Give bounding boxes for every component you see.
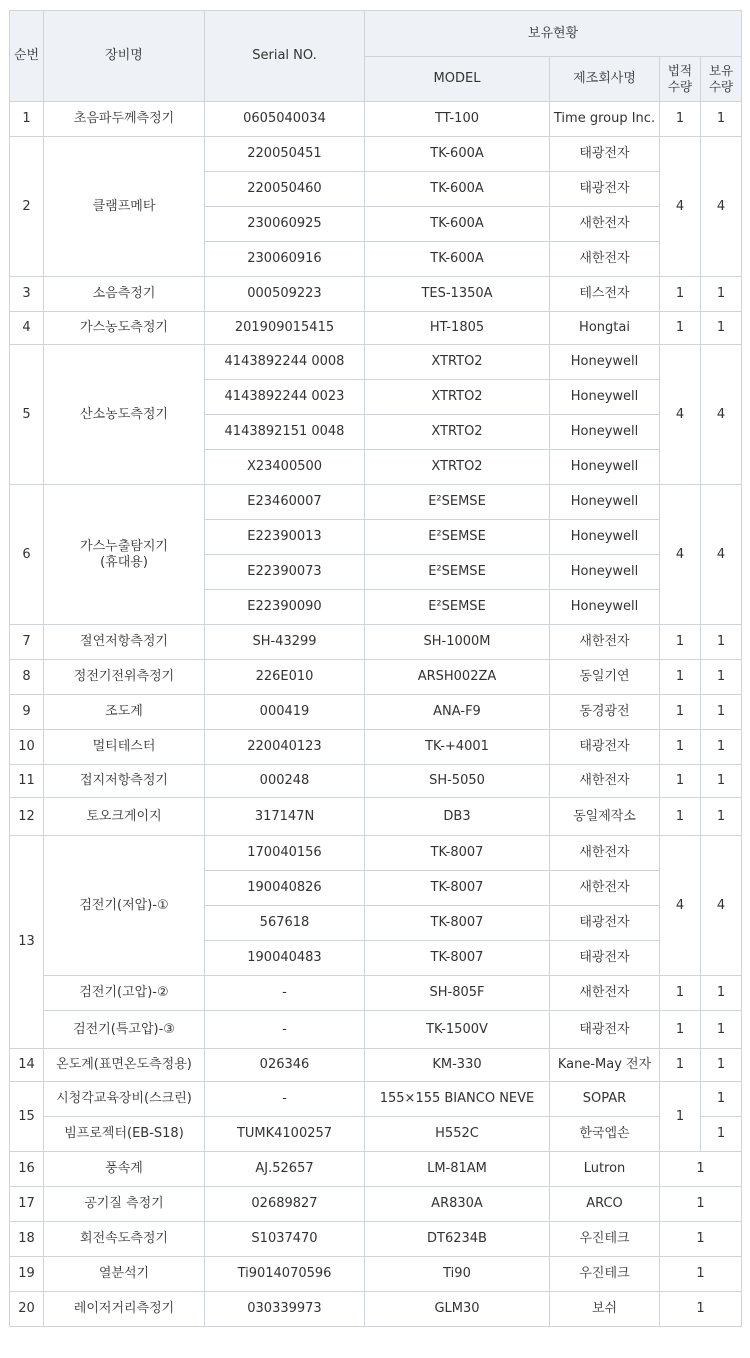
own-qty: 4	[701, 137, 742, 277]
model: E²SEMSE	[365, 485, 550, 520]
legal-qty: 1	[660, 625, 701, 660]
maker: ARCO	[550, 1187, 660, 1222]
table-row	[10, 1049, 742, 1082]
equipment-name: 시청각교육장비(스크린)	[44, 1082, 205, 1117]
own-qty: 1	[701, 1117, 742, 1152]
model: TES-1350A	[365, 277, 550, 312]
own-qty: 4	[701, 345, 742, 485]
legal-qty: 1	[660, 976, 701, 1011]
own-qty: 1	[701, 1011, 742, 1049]
table-row	[10, 312, 742, 345]
maker: 태광전자	[550, 906, 660, 941]
qty: 1	[660, 1292, 742, 1327]
qty: 1	[660, 1187, 742, 1222]
maker: Honeywell	[550, 590, 660, 625]
serial-no: 026346	[205, 1049, 365, 1082]
equipment-name: 열분석기	[44, 1257, 205, 1292]
model: TK-8007	[365, 906, 550, 941]
table-row	[10, 345, 742, 380]
row-no: 18	[10, 1222, 44, 1257]
model: TK-600A	[365, 137, 550, 172]
equipment-name: 산소농도측정기	[44, 345, 205, 485]
maker: SOPAR	[550, 1082, 660, 1117]
serial-no: 190040483	[205, 941, 365, 976]
row-no: 7	[10, 625, 44, 660]
own-qty: 1	[701, 1082, 742, 1117]
serial-no: E22390090	[205, 590, 365, 625]
maker: Lutron	[550, 1152, 660, 1187]
table-row	[10, 1152, 742, 1187]
table-row	[10, 695, 742, 730]
maker: 테스전자	[550, 277, 660, 312]
model: 155×155 BIANCO NEVE	[365, 1082, 550, 1117]
maker: 새한전자	[550, 207, 660, 242]
row-no: 10	[10, 730, 44, 765]
table-row	[10, 102, 742, 137]
row-no: 20	[10, 1292, 44, 1327]
maker: 새한전자	[550, 625, 660, 660]
row-no: 14	[10, 1049, 44, 1082]
own-qty: 1	[701, 660, 742, 695]
model: LM-81AM	[365, 1152, 550, 1187]
serial-no: 220050460	[205, 172, 365, 207]
row-no: 11	[10, 765, 44, 798]
serial-no: SH-43299	[205, 625, 365, 660]
row-no: 13	[10, 836, 44, 1049]
serial-no: 000419	[205, 695, 365, 730]
table-row	[10, 660, 742, 695]
serial-no: 02689827	[205, 1187, 365, 1222]
qty: 1	[660, 1257, 742, 1292]
maker: 우진테크	[550, 1222, 660, 1257]
equipment-name: 가스농도측정기	[44, 312, 205, 345]
model: KM-330	[365, 1049, 550, 1082]
table-row	[10, 1011, 742, 1049]
row-no: 19	[10, 1257, 44, 1292]
model: E²SEMSE	[365, 520, 550, 555]
table-row	[10, 765, 742, 798]
equipment-name: 토오크게이지	[44, 798, 205, 836]
equipment-name: 멀티테스터	[44, 730, 205, 765]
table-row	[10, 1187, 742, 1222]
maker: 태광전자	[550, 172, 660, 207]
equipment-name: 레이저거리측정기	[44, 1292, 205, 1327]
own-qty: 1	[701, 976, 742, 1011]
serial-no: AJ.52657	[205, 1152, 365, 1187]
table-row	[10, 485, 742, 520]
row-no: 15	[10, 1082, 44, 1152]
legal-qty: 4	[660, 485, 701, 625]
serial-no: 4143892244 0023	[205, 380, 365, 415]
serial-no: 000248	[205, 765, 365, 798]
maker: 태광전자	[550, 137, 660, 172]
model: ANA-F9	[365, 695, 550, 730]
equipment-name: 소음측정기	[44, 277, 205, 312]
legal-qty: 4	[660, 836, 701, 976]
model: E²SEMSE	[365, 590, 550, 625]
model: TK-1500V	[365, 1011, 550, 1049]
legal-qty: 1	[660, 730, 701, 765]
table-row	[10, 976, 742, 1011]
model: ARSH002ZA	[365, 660, 550, 695]
legal-qty: 1	[660, 102, 701, 137]
serial-no: 4143892244 0008	[205, 345, 365, 380]
equipment-name: 가스누출탐지기 (휴대용)	[44, 485, 205, 625]
equipment-name: 회전속도측정기	[44, 1222, 205, 1257]
legal-qty: 1	[660, 660, 701, 695]
maker: Honeywell	[550, 345, 660, 380]
serial-no: X23400500	[205, 450, 365, 485]
maker: 태광전자	[550, 730, 660, 765]
header-model: MODEL	[365, 57, 550, 102]
serial-no: 220040123	[205, 730, 365, 765]
equipment-name: 검전기(고압)-②	[44, 976, 205, 1011]
row-no: 4	[10, 312, 44, 345]
serial-no: 230060925	[205, 207, 365, 242]
maker: 동경광전	[550, 695, 660, 730]
model: DT6234B	[365, 1222, 550, 1257]
table-row	[10, 1257, 742, 1292]
qty: 1	[660, 1222, 742, 1257]
row-no: 6	[10, 485, 44, 625]
maker: 새한전자	[550, 871, 660, 906]
equipment-table-wrapper	[9, 10, 742, 1327]
serial-no: -	[205, 976, 365, 1011]
qty: 1	[660, 1152, 742, 1187]
maker: 동일제작소	[550, 798, 660, 836]
model: E²SEMSE	[365, 555, 550, 590]
serial-no: E22390013	[205, 520, 365, 555]
legal-qty: 1	[660, 277, 701, 312]
serial-no: -	[205, 1082, 365, 1117]
maker: 새한전자	[550, 836, 660, 871]
model: TK-600A	[365, 207, 550, 242]
model: TK-600A	[365, 242, 550, 277]
serial-no: 190040826	[205, 871, 365, 906]
own-qty: 4	[701, 485, 742, 625]
serial-no: 230060916	[205, 242, 365, 277]
table-row	[10, 1117, 742, 1152]
row-no: 16	[10, 1152, 44, 1187]
serial-no: 0605040034	[205, 102, 365, 137]
equipment-name: 절연저항측정기	[44, 625, 205, 660]
maker: 태광전자	[550, 1011, 660, 1049]
table-row	[10, 1082, 742, 1117]
legal-qty: 1	[660, 765, 701, 798]
serial-no: E22390073	[205, 555, 365, 590]
equipment-name: 빔프로젝터(EB-S18)	[44, 1117, 205, 1152]
maker: Honeywell	[550, 555, 660, 590]
equipment-name: 풍속계	[44, 1152, 205, 1187]
serial-no: 226E010	[205, 660, 365, 695]
legal-qty: 1	[660, 312, 701, 345]
table-row	[10, 798, 742, 836]
serial-no: 030339973	[205, 1292, 365, 1327]
serial-no: 201909015415	[205, 312, 365, 345]
header-maker: 제조회사명	[550, 57, 660, 102]
model: H552C	[365, 1117, 550, 1152]
header-own-qty: 보유 수량	[701, 57, 742, 102]
model: HT-1805	[365, 312, 550, 345]
maker: Honeywell	[550, 450, 660, 485]
equipment-name: 조도계	[44, 695, 205, 730]
maker: 한국엡손	[550, 1117, 660, 1152]
maker: 새한전자	[550, 976, 660, 1011]
own-qty: 1	[701, 312, 742, 345]
legal-qty: 4	[660, 137, 701, 277]
maker: Honeywell	[550, 380, 660, 415]
own-qty: 1	[701, 798, 742, 836]
equipment-name: 클램프메타	[44, 137, 205, 277]
header-no: 순번	[10, 11, 44, 102]
maker: Honeywell	[550, 415, 660, 450]
model: SH-1000M	[365, 625, 550, 660]
own-qty: 1	[701, 730, 742, 765]
table-row	[10, 625, 742, 660]
own-qty: 4	[701, 836, 742, 976]
table-row	[10, 730, 742, 765]
model: TT-100	[365, 102, 550, 137]
table-row	[10, 836, 742, 871]
header-serial: Serial NO.	[205, 11, 365, 102]
equipment-name: 온도계(표면온도측정용)	[44, 1049, 205, 1082]
table-row	[10, 137, 742, 172]
serial-no: E23460007	[205, 485, 365, 520]
maker: 태광전자	[550, 941, 660, 976]
model: XTRTO2	[365, 345, 550, 380]
row-no: 8	[10, 660, 44, 695]
table-row	[10, 277, 742, 312]
serial-no: 000509223	[205, 277, 365, 312]
maker: 새한전자	[550, 765, 660, 798]
model: AR830A	[365, 1187, 550, 1222]
serial-no: 567618	[205, 906, 365, 941]
model: SH-805F	[365, 976, 550, 1011]
maker: Time group Inc.	[550, 102, 660, 137]
model: SH-5050	[365, 765, 550, 798]
own-qty: 1	[701, 765, 742, 798]
serial-no: 317147N	[205, 798, 365, 836]
model: TK-600A	[365, 172, 550, 207]
row-no: 1	[10, 102, 44, 137]
model: XTRTO2	[365, 415, 550, 450]
maker: Hongtai	[550, 312, 660, 345]
equipment-name: 정전기전위측정기	[44, 660, 205, 695]
model: XTRTO2	[365, 450, 550, 485]
model: TK-8007	[365, 836, 550, 871]
row-no: 9	[10, 695, 44, 730]
serial-no: 220050451	[205, 137, 365, 172]
maker: Honeywell	[550, 485, 660, 520]
model: Ti90	[365, 1257, 550, 1292]
row-no: 12	[10, 798, 44, 836]
legal-qty: 1	[660, 1011, 701, 1049]
table-row	[10, 1222, 742, 1257]
equipment-name: 초음파두께측정기	[44, 102, 205, 137]
model: TK-+4001	[365, 730, 550, 765]
serial-no: TUMK4100257	[205, 1117, 365, 1152]
own-qty: 1	[701, 277, 742, 312]
legal-qty: 1	[660, 1082, 701, 1152]
model: DB3	[365, 798, 550, 836]
maker: 우진테크	[550, 1257, 660, 1292]
maker: 동일기연	[550, 660, 660, 695]
serial-no: Ti9014070596	[205, 1257, 365, 1292]
legal-qty: 1	[660, 798, 701, 836]
equipment-name: 검전기(저압)-①	[44, 836, 205, 976]
row-no: 17	[10, 1187, 44, 1222]
serial-no: -	[205, 1011, 365, 1049]
legal-qty: 1	[660, 695, 701, 730]
maker: Honeywell	[550, 520, 660, 555]
table-row	[10, 1292, 742, 1327]
serial-no: S1037470	[205, 1222, 365, 1257]
own-qty: 1	[701, 1049, 742, 1082]
model: GLM30	[365, 1292, 550, 1327]
row-no: 5	[10, 345, 44, 485]
equipment-table	[9, 10, 742, 1327]
header-name: 장비명	[44, 11, 205, 102]
model: XTRTO2	[365, 380, 550, 415]
equipment-name: 접지저항측정기	[44, 765, 205, 798]
legal-qty: 1	[660, 1049, 701, 1082]
equipment-name: 검전기(특고압)-③	[44, 1011, 205, 1049]
header-legal-qty: 법적 수량	[660, 57, 701, 102]
own-qty: 1	[701, 695, 742, 730]
maker: Kane-May 전자	[550, 1049, 660, 1082]
equipment-name: 공기질 측정기	[44, 1187, 205, 1222]
model: TK-8007	[365, 941, 550, 976]
row-no: 3	[10, 277, 44, 312]
maker: 보쉬	[550, 1292, 660, 1327]
model: TK-8007	[365, 871, 550, 906]
serial-no: 170040156	[205, 836, 365, 871]
row-no: 2	[10, 137, 44, 277]
own-qty: 1	[701, 625, 742, 660]
header-holdings: 보유현황	[365, 11, 742, 57]
own-qty: 1	[701, 102, 742, 137]
legal-qty: 4	[660, 345, 701, 485]
maker: 새한전자	[550, 242, 660, 277]
serial-no: 4143892151 0048	[205, 415, 365, 450]
